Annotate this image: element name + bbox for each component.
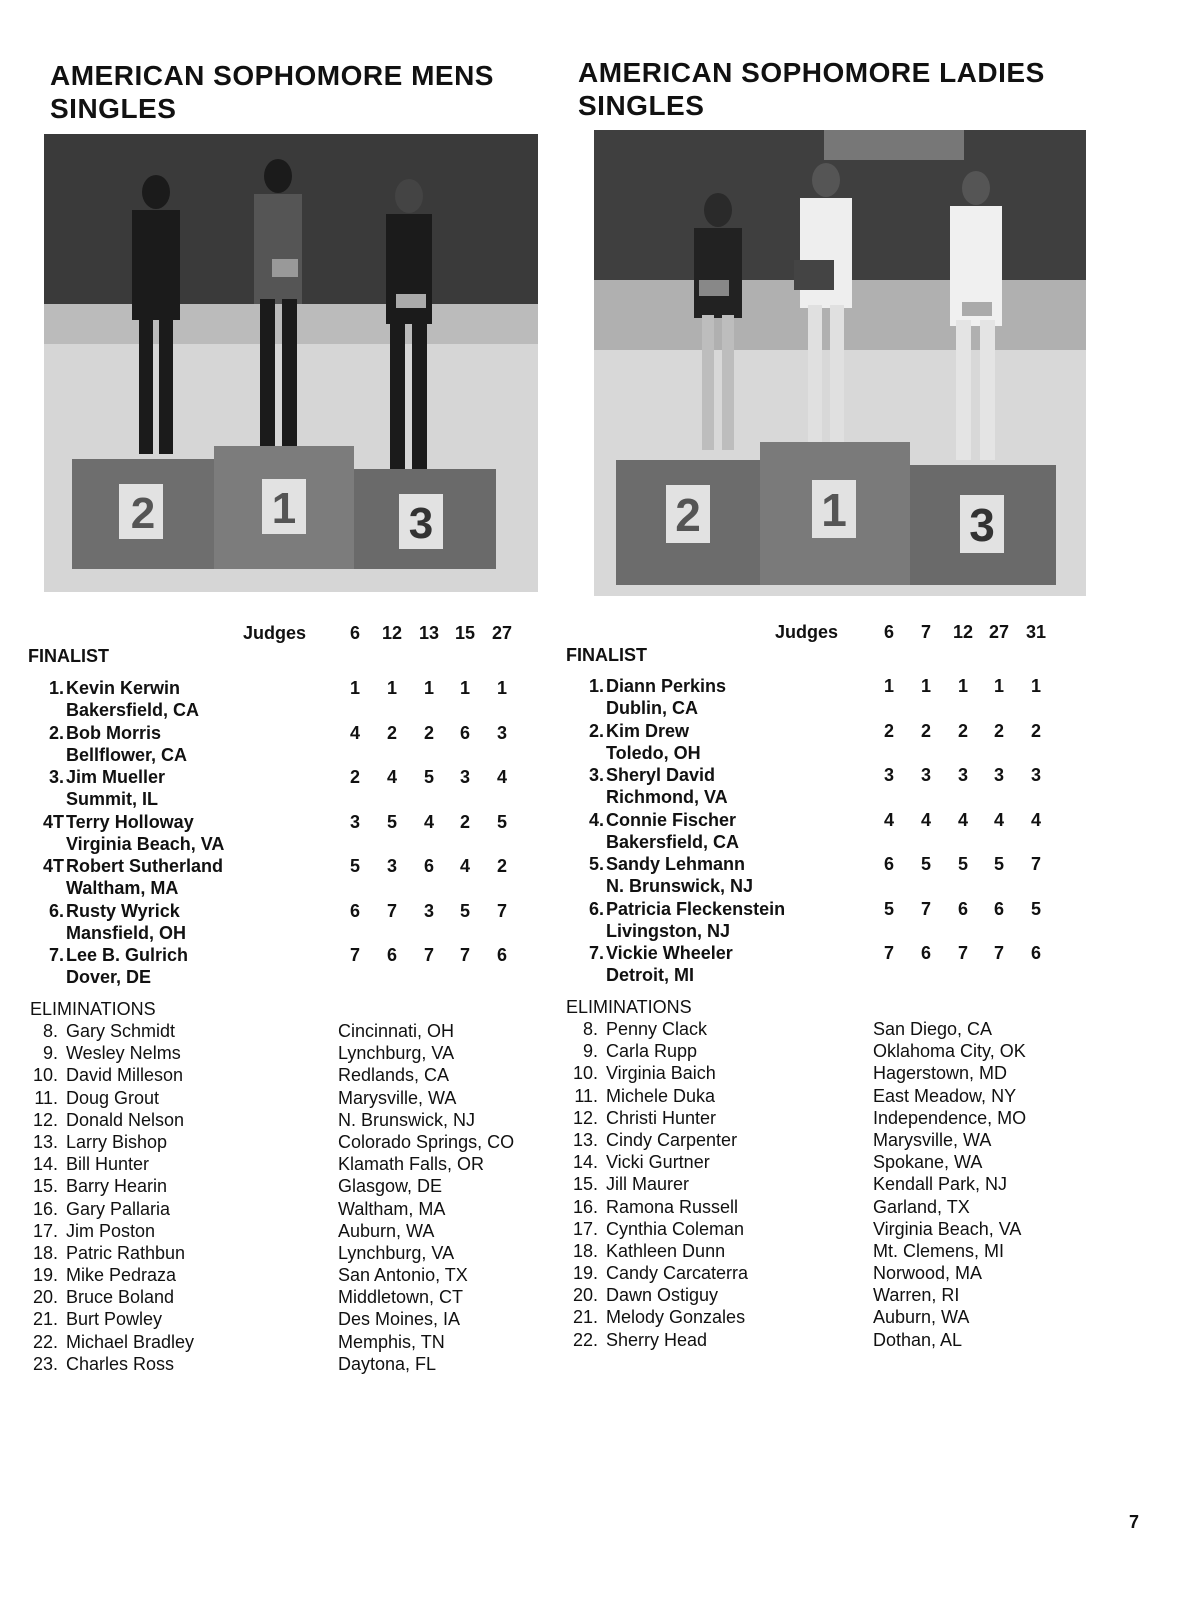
elimination-name: Michael Bradley	[66, 1331, 195, 1352]
elimination-city: Waltham, MA	[338, 1198, 446, 1219]
elimination-rank: 23.	[32, 1353, 58, 1374]
elimination-name: Michele Duka	[606, 1085, 716, 1106]
elimination-city: Redlands, CA	[338, 1065, 450, 1086]
elimination-name: Doug Grout	[66, 1087, 160, 1108]
finalist-row	[568, 721, 1158, 766]
finalist-name: Terry Holloway	[66, 811, 194, 832]
finalist-name: Lee B. Gulrich	[66, 945, 189, 965]
elimination-name: Penny Clack	[606, 1019, 708, 1039]
elimination-row	[28, 1243, 556, 1265]
judge-score: 2	[349, 767, 360, 787]
elimination-rank: 15.	[572, 1174, 598, 1195]
judge-score: 5	[883, 898, 894, 919]
judge-score: 1	[459, 678, 470, 698]
elimination-row	[568, 1197, 1158, 1219]
elimination-name: Charles Ross	[66, 1353, 175, 1374]
elimination-name: Bill Hunter	[66, 1154, 150, 1175]
judge-score: 5	[993, 854, 1004, 874]
elimination-city: Colorado Springs, CO	[338, 1131, 515, 1152]
elimination-row	[28, 1043, 556, 1065]
elimination-city: Virginia Beach, VA	[873, 1218, 1022, 1239]
judge-score: 6	[423, 856, 434, 876]
judge-score: 3	[386, 856, 397, 876]
judge-score: 5	[386, 811, 397, 832]
elimination-rank: 8.	[42, 1021, 58, 1041]
judge-number: 13	[418, 623, 440, 643]
judge-score: 1	[920, 676, 931, 696]
elimination-name: Carla Rupp	[606, 1041, 698, 1062]
ladies-podium-photo	[594, 130, 1086, 596]
elimination-name: Burt Powley	[66, 1309, 163, 1330]
judge-score: 4	[883, 809, 894, 830]
finalist-row	[568, 810, 1158, 855]
elimination-row	[28, 1199, 556, 1221]
finalist-name: Robert Sutherland	[66, 856, 224, 876]
elimination-rank: 22.	[32, 1331, 58, 1352]
judge-score: 5	[496, 811, 507, 832]
judge-score: 2	[496, 856, 507, 876]
judge-score: 7	[920, 898, 931, 919]
elimination-name: Cynthia Coleman	[606, 1218, 745, 1239]
judge-number: 6	[883, 622, 894, 642]
finalist-city: N. Brunswick, NJ	[606, 876, 754, 896]
elimination-row	[568, 1285, 1158, 1307]
elimination-city: Memphis, TN	[338, 1331, 445, 1352]
finalist-row	[28, 723, 556, 768]
judge-number: 6	[349, 623, 360, 643]
elimination-city: Auburn, WA	[338, 1220, 435, 1241]
judge-score: 5	[349, 856, 360, 876]
finalist-rank: 1.	[588, 676, 604, 696]
judge-score: 1	[423, 678, 434, 698]
elimination-rank: 15.	[32, 1176, 58, 1197]
finalist-row	[28, 678, 556, 723]
ladies-finalists-list	[568, 676, 1158, 988]
judge-score: 4	[993, 809, 1004, 830]
elimination-city: Lynchburg, VA	[338, 1242, 455, 1263]
elimination-name: Kathleen Dunn	[606, 1240, 726, 1261]
finalist-city: Waltham, MA	[66, 878, 179, 898]
finalist-rank: 7.	[48, 945, 64, 965]
judge-number: 27	[988, 622, 1010, 642]
elimination-row	[28, 1287, 556, 1309]
elimination-rank: 16.	[32, 1198, 58, 1219]
podium-label-third: 3	[408, 499, 434, 548]
elimination-row	[568, 1019, 1158, 1041]
judge-score: 1	[957, 676, 968, 696]
podium-label-first: 1	[271, 484, 297, 533]
podium-label-first: 1	[821, 484, 847, 536]
elimination-row	[568, 1063, 1158, 1085]
elimination-city: Glasgow, DE	[338, 1176, 443, 1197]
finalist-row	[28, 856, 556, 901]
finalist-name: Kim Drew	[606, 720, 690, 741]
elimination-row	[568, 1263, 1158, 1285]
elimination-rank: 12.	[32, 1109, 58, 1130]
elimination-name: Virginia Baich	[606, 1063, 716, 1084]
elimination-rank: 22.	[572, 1329, 598, 1350]
judge-score: 4	[1030, 809, 1041, 830]
elimination-row	[28, 1332, 556, 1354]
elimination-city: Auburn, WA	[873, 1307, 970, 1328]
judge-score: 7	[993, 943, 1004, 963]
elimination-rank: 17.	[32, 1220, 58, 1241]
finalist-name: Sheryl David	[606, 765, 716, 785]
elimination-name: Candy Carcaterra	[606, 1263, 749, 1284]
judge-score: 7	[423, 945, 434, 965]
elimination-row	[568, 1307, 1158, 1329]
elimination-name: Larry Bishop	[66, 1131, 168, 1152]
finalist-row	[568, 899, 1158, 944]
elimination-city: Hagerstown, MD	[873, 1063, 1008, 1084]
judges-label: Judges	[243, 623, 307, 643]
elimination-city: San Antonio, TX	[338, 1265, 468, 1286]
elimination-city: Independence, MO	[873, 1107, 1027, 1128]
elimination-name: Gary Pallaria	[66, 1198, 171, 1219]
judge-score: 6	[957, 898, 968, 919]
judge-score: 7	[496, 900, 507, 921]
judge-score: 3	[883, 765, 894, 785]
judge-score: 6	[459, 722, 470, 743]
judges-label: Judges	[775, 622, 839, 642]
elimination-row	[568, 1041, 1158, 1063]
judge-score: 5	[459, 900, 470, 921]
elimination-rank: 19.	[32, 1265, 58, 1286]
elimination-name: Barry Hearin	[66, 1176, 168, 1197]
elimination-rank: 20.	[32, 1287, 58, 1308]
finalist-rank: 4T	[42, 856, 64, 876]
judge-score: 5	[920, 854, 931, 874]
judge-score: 7	[349, 945, 360, 965]
elimination-name: Jill Maurer	[606, 1174, 690, 1195]
elimination-name: Melody Gonzales	[606, 1307, 746, 1328]
elimination-row	[568, 1241, 1158, 1263]
judge-score: 4	[496, 767, 507, 787]
judge-score: 3	[993, 765, 1004, 785]
judge-score: 3	[920, 765, 931, 785]
judge-number: 15	[454, 623, 476, 643]
elimination-rank: 10.	[32, 1065, 58, 1086]
elimination-row	[28, 1132, 556, 1154]
elimination-name: Cindy Carpenter	[606, 1129, 738, 1150]
judge-score: 3	[459, 767, 470, 787]
elimination-row	[28, 1354, 556, 1376]
judge-score: 5	[1030, 898, 1041, 919]
judge-score: 4	[423, 811, 434, 832]
finalist-row	[28, 812, 556, 857]
finalist-name: Jim Mueller	[66, 767, 166, 787]
finalist-heading: FINALIST	[566, 645, 647, 665]
elimination-row	[28, 1221, 556, 1243]
finalist-name: Patricia Fleckenstein	[606, 898, 786, 919]
elimination-city: Warren, RI	[873, 1285, 960, 1306]
finalist-city: Mansfield, OH	[66, 922, 187, 943]
finalist-city: Dover, DE	[66, 967, 152, 987]
elimination-name: Sherry Head	[606, 1329, 708, 1350]
elimination-city: Kendall Park, NJ	[873, 1174, 1008, 1195]
elimination-city: Lynchburg, VA	[338, 1043, 455, 1064]
judge-score: 1	[386, 678, 397, 698]
elimination-name: Ramona Russell	[606, 1196, 739, 1217]
finalist-rank: 6.	[48, 900, 64, 921]
judge-score: 7	[883, 943, 894, 963]
finalist-name: Sandy Lehmann	[606, 854, 746, 874]
elimination-name: Mike Pedraza	[66, 1265, 177, 1286]
judge-score: 3	[957, 765, 968, 785]
elimination-row	[568, 1152, 1158, 1174]
judge-number: 27	[491, 623, 513, 643]
elimination-row	[28, 1110, 556, 1132]
elimination-row	[28, 1265, 556, 1287]
mens-finalists-list	[28, 678, 556, 990]
elimination-rank: 14.	[572, 1152, 598, 1173]
mens-podium-photo	[44, 134, 538, 592]
judge-number: 12	[952, 622, 974, 642]
judge-score: 2	[993, 720, 1004, 741]
finalist-rank: 3.	[588, 765, 604, 785]
judge-score: 6	[496, 945, 507, 965]
elimination-rank: 13.	[32, 1131, 58, 1152]
judge-score: 6	[920, 943, 931, 963]
judge-score: 7	[1030, 854, 1041, 874]
judge-score: 6	[993, 898, 1004, 919]
judge-score: 1	[349, 678, 360, 698]
judge-score: 1	[1030, 676, 1041, 696]
elimination-city: Mt. Clemens, MI	[873, 1240, 1005, 1261]
elimination-rank: 17.	[572, 1218, 598, 1239]
title-line-1: AMERICAN SOPHOMORE LADIES	[578, 57, 1045, 88]
judge-score: 7	[459, 945, 470, 965]
elimination-row	[28, 1176, 556, 1198]
elimination-rank: 19.	[572, 1263, 598, 1284]
finalist-name: Rusty Wyrick	[66, 900, 180, 921]
judge-score: 4	[349, 722, 360, 743]
title-line-2: SINGLES	[50, 93, 177, 124]
finalist-name: Diann Perkins	[606, 676, 727, 696]
elimination-city: Marysville, WA	[873, 1129, 992, 1150]
finalist-city: Toledo, OH	[606, 742, 701, 763]
elimination-name: Patric Rathbun	[66, 1242, 186, 1263]
elimination-name: Wesley Nelms	[66, 1043, 181, 1064]
podium-label-second: 2	[675, 489, 701, 541]
elimination-city: Marysville, WA	[338, 1087, 457, 1108]
elimination-rank: 16.	[572, 1196, 598, 1217]
judge-score: 3	[496, 722, 507, 743]
judge-score: 6	[349, 900, 360, 921]
elimination-rank: 18.	[32, 1242, 58, 1263]
finalist-city: Detroit, MI	[606, 965, 694, 985]
elimination-city: Spokane, WA	[873, 1152, 983, 1173]
finalist-name: Vickie Wheeler	[606, 943, 733, 963]
elimination-row	[28, 1154, 556, 1176]
finalist-rank: 6.	[588, 898, 604, 919]
judge-score: 6	[386, 945, 397, 965]
elimination-row	[568, 1086, 1158, 1108]
elimination-rank: 11.	[574, 1085, 598, 1106]
elimination-city: Cincinnati, OH	[338, 1021, 455, 1041]
judge-score: 1	[496, 678, 507, 698]
finalist-city: Bakersfield, CA	[606, 831, 740, 852]
judge-score: 7	[386, 900, 397, 921]
judge-score: 6	[883, 854, 894, 874]
elimination-name: Donald Nelson	[66, 1109, 185, 1130]
finalist-rank: 7.	[588, 943, 604, 963]
elimination-name: David Milleson	[66, 1065, 184, 1086]
judge-score: 4	[386, 767, 397, 787]
judge-score: 1	[993, 676, 1004, 696]
finalist-row	[28, 945, 556, 990]
elimination-rank: 21.	[32, 1309, 58, 1330]
elimination-rank: 10.	[572, 1063, 598, 1084]
judge-score: 3	[423, 900, 434, 921]
elimination-row	[568, 1130, 1158, 1152]
elimination-rank: 8.	[582, 1019, 598, 1039]
judge-number: 7	[920, 622, 931, 642]
finalist-city: Bellflower, CA	[66, 744, 188, 765]
judge-score: 2	[386, 722, 397, 743]
elimination-row	[568, 1330, 1158, 1352]
elimination-name: Bruce Boland	[66, 1287, 175, 1308]
mens-eliminations-list	[28, 1021, 556, 1376]
elimination-name: Gary Schmidt	[66, 1021, 176, 1041]
finalist-row	[568, 943, 1158, 988]
finalist-rank: 4T	[42, 811, 64, 832]
elimination-row	[28, 1088, 556, 1110]
elimination-rank: 20.	[572, 1285, 598, 1306]
elimination-city: East Meadow, NY	[873, 1085, 1017, 1106]
finalist-city: Bakersfield, CA	[66, 700, 200, 720]
finalist-city: Summit, IL	[66, 789, 159, 809]
judge-score: 2	[459, 811, 470, 832]
mens-singles-title	[50, 59, 494, 125]
elimination-name: Vicki Gurtner	[606, 1152, 710, 1173]
elimination-city: Des Moines, IA	[338, 1309, 461, 1330]
elimination-city: N. Brunswick, NJ	[338, 1109, 476, 1130]
elimination-name: Dawn Ostiguy	[606, 1285, 719, 1306]
judge-score: 2	[1030, 720, 1041, 741]
judge-score: 5	[423, 767, 434, 787]
finalist-rank: 1.	[48, 678, 64, 698]
elimination-rank: 9.	[42, 1043, 58, 1064]
finalist-city: Virginia Beach, VA	[66, 833, 225, 854]
finalist-city: Livingston, NJ	[606, 920, 731, 941]
finalist-rank: 2.	[48, 722, 64, 743]
elimination-city: Oklahoma City, OK	[873, 1041, 1026, 1062]
elimination-row	[568, 1174, 1158, 1196]
finalist-row	[28, 901, 556, 946]
finalist-row	[568, 765, 1158, 810]
elimination-row	[28, 1309, 556, 1331]
judge-score: 3	[1030, 765, 1041, 785]
elimination-city: San Diego, CA	[873, 1019, 993, 1039]
finalist-row	[28, 767, 556, 812]
elimination-row	[568, 1219, 1158, 1241]
judge-number: 12	[381, 623, 403, 643]
elimination-row	[568, 1108, 1158, 1130]
judge-score: 2	[423, 722, 434, 743]
elimination-rank: 12.	[572, 1107, 598, 1128]
judge-score: 4	[920, 809, 931, 830]
finalist-row	[568, 676, 1158, 721]
finalist-heading: FINALIST	[28, 646, 109, 666]
judge-score: 7	[957, 943, 968, 963]
elimination-row	[28, 1065, 556, 1087]
judge-score: 4	[957, 809, 968, 830]
podium-label-third: 3	[969, 499, 995, 551]
finalist-city: Richmond, VA	[606, 787, 728, 807]
elimination-city: Middletown, CT	[338, 1287, 464, 1308]
title-line-2: SINGLES	[578, 90, 705, 121]
elimination-rank: 11.	[34, 1087, 58, 1108]
finalist-rank: 2.	[588, 720, 604, 741]
elimination-name: Christi Hunter	[606, 1107, 717, 1128]
elimination-rank: 21.	[572, 1307, 598, 1328]
judge-score: 5	[957, 854, 968, 874]
elimination-rank: 13.	[572, 1129, 598, 1150]
page-number: 7	[1128, 1512, 1139, 1532]
judge-score: 4	[459, 856, 470, 876]
eliminations-heading: ELIMINATIONS	[30, 999, 156, 1019]
elimination-rank: 18.	[572, 1240, 598, 1261]
ladies-singles-title	[578, 56, 1045, 122]
judge-score: 3	[349, 811, 360, 832]
elimination-city: Norwood, MA	[873, 1263, 983, 1284]
ladies-eliminations-list	[568, 1019, 1158, 1352]
judge-score: 2	[920, 720, 931, 741]
finalist-name: Connie Fischer	[606, 809, 737, 830]
elimination-rank: 9.	[582, 1041, 598, 1062]
podium-label-second: 2	[130, 489, 156, 538]
judge-score: 2	[883, 720, 894, 741]
finalist-city: Dublin, CA	[606, 698, 698, 718]
judge-score: 2	[957, 720, 968, 741]
finalist-name: Kevin Kerwin	[66, 678, 181, 698]
judge-number: 31	[1025, 622, 1047, 642]
finalist-name: Bob Morris	[66, 722, 162, 743]
title-line-1: AMERICAN SOPHOMORE MENS	[50, 60, 494, 91]
eliminations-heading: ELIMINATIONS	[566, 997, 692, 1017]
elimination-name: Jim Poston	[66, 1220, 156, 1241]
elimination-city: Garland, TX	[873, 1196, 970, 1217]
finalist-rank: 3.	[48, 767, 64, 787]
finalist-rank: 5.	[588, 854, 604, 874]
elimination-city: Dothan, AL	[873, 1329, 963, 1350]
elimination-row	[28, 1021, 556, 1043]
elimination-rank: 14.	[32, 1154, 58, 1175]
elimination-city: Klamath Falls, OR	[338, 1154, 485, 1175]
elimination-city: Daytona, FL	[338, 1353, 437, 1374]
finalist-rank: 4.	[588, 809, 604, 830]
judge-score: 6	[1030, 943, 1041, 963]
finalist-row	[568, 854, 1158, 899]
judge-score: 1	[883, 676, 894, 696]
